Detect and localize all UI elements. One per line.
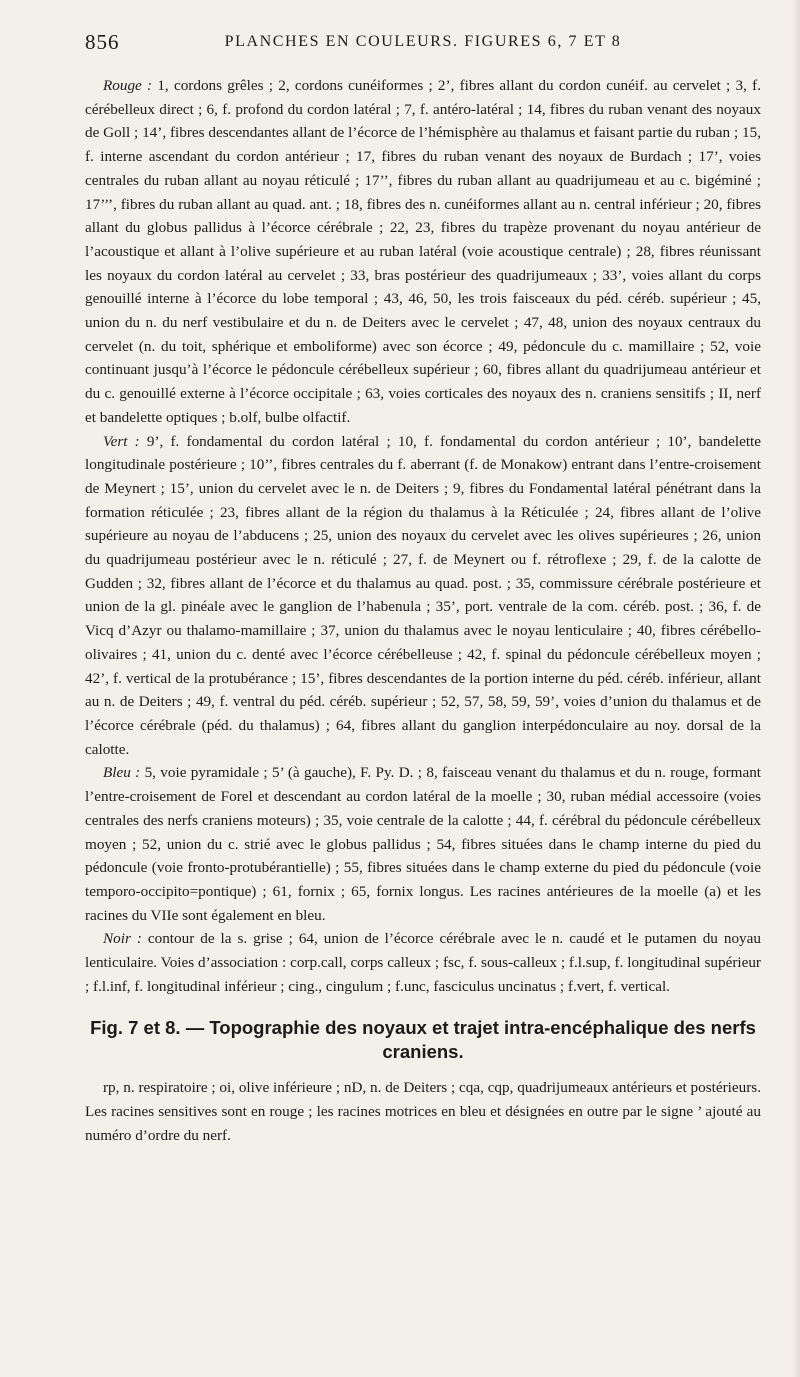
color-label-noir: Noir : xyxy=(103,930,142,948)
paragraph-rouge xyxy=(85,74,761,430)
page-body xyxy=(85,74,761,1148)
page-header xyxy=(85,30,761,58)
paragraph-bleu xyxy=(85,761,761,927)
color-label-bleu: Bleu : xyxy=(103,764,141,782)
color-label-vert: Vert : xyxy=(103,432,140,450)
paragraph-vert xyxy=(85,430,761,762)
paragraph-bleu-text: 5, voie pyramidale ; 5’ (à gauche), F. Py. D. ; 8, faisceau venant du thalamus et du n. rouge, formant l’entre-croisement de Forel et descendant au cordon latéral de la moelle ; 30, ruban médial accessoire (voies centrales des nerfs craniens moteurs) ; 35, voie centrale de la calotte ; 44, f. cérébral du pédoncule cérébelleux moyen ; 52, union du c. strié avec le globus pallidus ; 54, fibres situées dans le champ interne du pied du pédoncule (voie fronto-protubérantielle) ; 55, fibres situées dans le champ externe du pied du pédoncule (voie temporo-occipito=pontique) ; 61, fornix ; 65, fornix longus. Les racines antérieures de la moelle (a) et les racines du VIIe sont également en bleu. xyxy=(85,764,762,924)
figure-heading: Fig. 7 et 8. — Topographie des noyaux et trajet intra-encéphalique des nerfs craniens. xyxy=(90,1017,756,1063)
paragraph-rouge-text: 1, cordons grêles ; 2, cordons cunéiformes ; 2’, fibres allant du cordon cunéif. au cervelet ; 3, f. cérébelleux direct ; 6, f. profond du cordon latéral ; 7, f. antéro-latéral ; 14, fibres du ruban venant des noyaux de Goll ; 14’, fibres descendantes allant de l’écorce de l’hémisphère au thalamus et faisant partie du ruban ; 15, f. interne ascendant du cordon antérieur ; 17, fibres du ruban venant des noyaux de Burdach ; 17’, voies centrales du ruban allant au noyau réticulé ; 17’’, fibres du ruban allant au quadrijumeau et au c. bigéminé ; 17’’’, fibres du ruban allant au quad. ant. ; 18, fibres des n. cunéiformes allant au n. central inférieur ; 20, fibres allant du globus pallidus à l’écorce cérébrale ; 22, 23, fibres du trapèze provenant du noyau antérieur de l’acoustique et allant à l’olive supérieure et au ruban latéral (voie acoustique centrale) ; 28, fibres réunissant les noyaux du cordon latéral au cervelet ; 33, bras postérieur des quadrijumeaux ; 33’, voies allant du corps genouillé interne à l’écorce du lobe temporal ; 43, 46, 50, les trois faisceaux du péd. céréb. supérieur ; 45, union du n. du nerf vestibulaire et du n. de Deiters avec le cervelet ; 47, 48, union des noyaux centraux du cervelet (n. du toit, sphérique et emboliforme) avec son écorce ; 49, pédoncule du c. mamillaire ; 52, voie continuant jusqu’à l’écorce le pédoncule cérébelleux supérieur ; 60, fibres allant du quadrijumeau antérieur et du c. genouillé externe à l’écorce occipitale ; 63, voies corticales des noyaux des n. craniens sensitifs ; II, nerf et bandelette optiques ; b.olf, bulbe olfactif. xyxy=(85,77,761,426)
paragraph-noir-text: contour de la s. grise ; 64, union de l’écorce cérébrale avec le n. caudé et le putamen du noyau lenticulaire. Voies d’association : corp.call, corps calleux ; fsc, f. sous-calleux ; f.l.sup, f. longitudinal supérieur ; f.l.inf, f. longitudinal inférieur ; cing., cingulum ; f.unc, fasciculus uncinatus ; f.vert, f. vertical. xyxy=(85,930,761,995)
page-edge-shadow xyxy=(792,0,800,1377)
page-number: 856 xyxy=(85,30,120,54)
running-head: PLANCHES EN COULEURS. FIGURES 6, 7 ET 8 xyxy=(224,33,622,50)
figure-caption: rp, n. respiratoire ; oi, olive inférieure ; nD, n. de Deiters ; cqa, cqp, quadrijumeaux antérieurs et postérieurs. Les racines sensitives sont en rouge ; les racines motrices en bleu et désignées en outre par le signe ’ ajouté au numéro d’ordre du nerf. xyxy=(85,1079,761,1144)
paragraph-vert-text: 9’, f. fondamental du cordon latéral ; 10, f. fondamental du cordon antérieur ; 10’, bandelette longitudinale postérieure ; 10’’, fibres centrales du f. aberrant (f. de Monakow) entrant dans l’entre-croisement de Meynert ; 15’, union du cervelet avec le n. de Deiters ; 9, fibres du Fondamental latéral pénétrant dans la formation réticulée ; 23, fibres allant de la région du thalamus à la Réticulée ; 24, fibres allant de l’olive supérieure au noyau de l’abducens ; 25, union des noyaux du cervelet avec les olives supérieures ; 26, union du quadrijumeau postérieur avec le n. réticulé ; 27, f. de Meynert ou f. rétroflexe ; 29, f. de la calotte de Gudden ; 32, fibres allant de l’écorce et du thalamus au quad. post. ; 35, commissure cérébrale postérieure et union de la gl. pinéale avec le ganglion de l’habenula ; 35’, port. ventrale de la com. céréb. post. ; 36, f. de Vicq d’Azyr ou thalamo-mamillaire ; 37, union du thalamus avec le noyau lenticulaire ; 40, fibres cérébello-olivaires ; 41, union du c. denté avec l’écorce cérébelleuse ; 42, f. spinal du pédoncule cérébelleux moyen ; 42’, f. vertical de la protubérance ; 15’, fibres descendantes de la portion interne du péd. céréb. inférieur, allant au n. de Deiters ; 49, f. ventral du péd. céréb. supérieur ; 52, 57, 58, 59, 59’, voies d’union du thalamus et de l’écorce cérébrale (péd. du thalamus) ; 64, fibres allant du ganglion interpédonculaire au noy. dorsal de la calotte. xyxy=(85,432,761,758)
color-label-rouge: Rouge : xyxy=(103,77,153,94)
paragraph-noir xyxy=(85,927,761,998)
